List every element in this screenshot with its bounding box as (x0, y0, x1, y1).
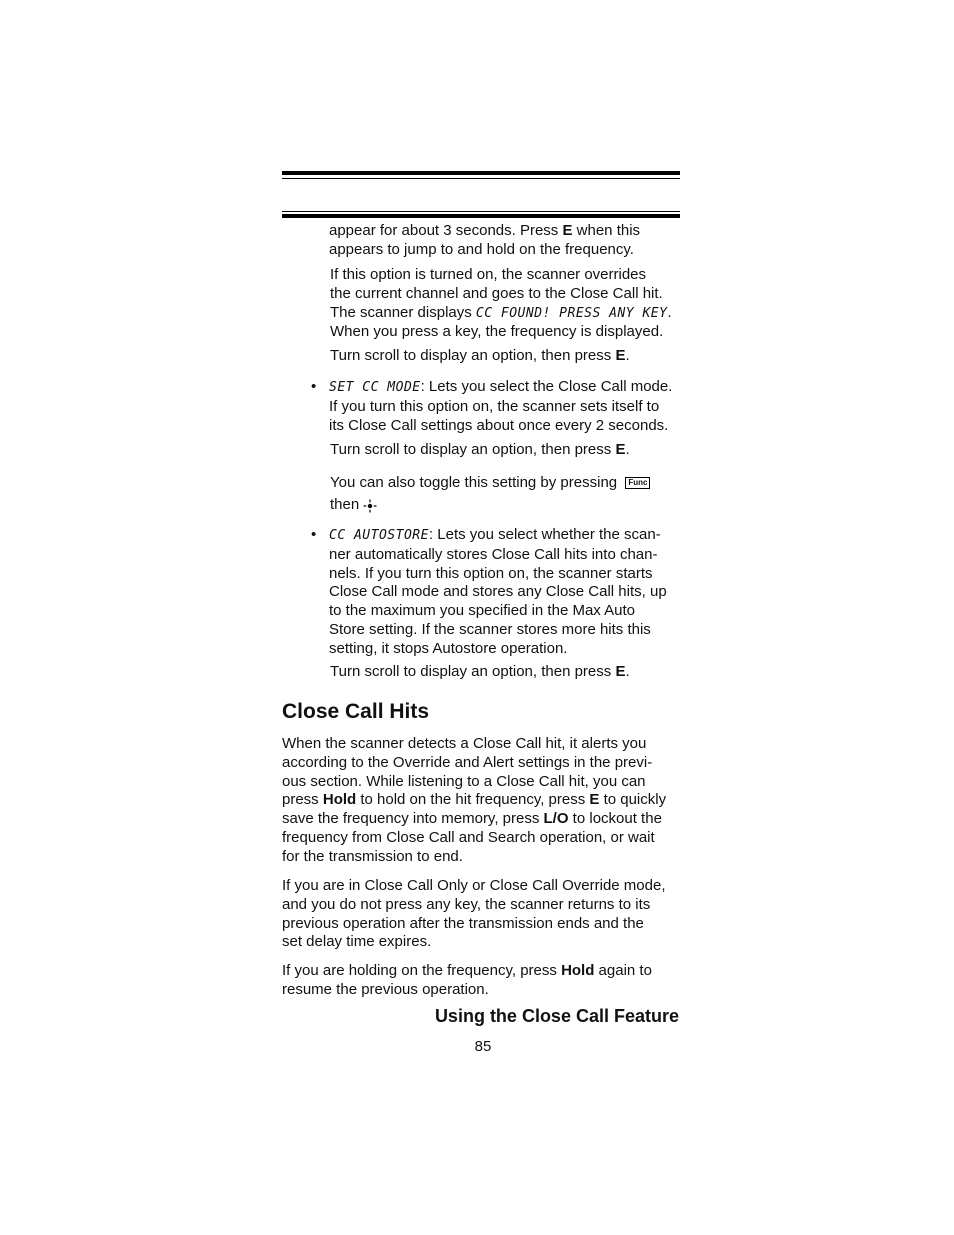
bullet-2-body (329, 526, 667, 659)
text: appear for about 3 seconds. Press (329, 222, 563, 239)
text: . (667, 303, 672, 321)
text: When you press a key, the frequency is displayed. (330, 323, 664, 341)
section-heading: Close Call Hits (282, 700, 430, 723)
footer-section-title: Using the Close Call Feature (434, 1006, 679, 1026)
text: If you are holding on the frequency, press (282, 962, 562, 979)
key-hold: Hold (561, 962, 595, 979)
header-rule-thin (282, 178, 680, 179)
text: when this (572, 222, 641, 239)
text: Close Call mode and stores any Close Call hits, up (329, 583, 667, 601)
bullet-1-turn (330, 441, 630, 460)
text: its Close Call settings about once every 2 seconds. (329, 416, 669, 434)
lcd-text: CC AUTOSTORE (329, 528, 429, 543)
lcd-text: CC FOUND! PRESS ANY KEY (475, 305, 668, 321)
page-number: 85 (474, 1038, 492, 1055)
text: nels. If you turn this option on, the scanner starts (329, 564, 653, 582)
text: setting, it stops Autostore operation. (329, 639, 568, 657)
func-key: Func (625, 477, 650, 489)
text: press (282, 791, 323, 809)
dial-icon (363, 498, 377, 512)
text: ous section. While listening to a Close Call hit, you can (282, 772, 646, 790)
text: to lockout the (568, 810, 662, 828)
key-lo: L/O (543, 810, 569, 828)
bullet-2-turn (330, 663, 630, 682)
text: resume the previous operation. (282, 980, 489, 998)
text: If you turn this option on, the scanner sets itself to (329, 397, 660, 415)
text: Turn scroll to display an option, then press (330, 663, 616, 680)
key-e: E (615, 347, 626, 364)
text: You can also toggle this setting by pressing (330, 474, 618, 491)
text: to the maximum you specified in the Max Auto (329, 602, 635, 620)
bullet-marker: • (311, 378, 317, 395)
text: to hold on the hit frequency, press (356, 791, 590, 809)
text: Turn scroll to display an option, then press (330, 441, 616, 458)
bullet-marker: • (311, 526, 317, 543)
text: : Lets you select the Close Call mode. (420, 378, 673, 395)
text: according to the Override and Alert settings in the previ- (282, 753, 653, 771)
top-paragraph-2 (330, 266, 672, 342)
text: ner automatically stores Close Call hits into chan- (329, 545, 658, 563)
section-paragraph-2 (282, 877, 665, 952)
key-hold: Hold (322, 791, 357, 809)
section-paragraph-1 (282, 735, 666, 867)
text: save the frequency into memory, press (282, 810, 544, 828)
text: Turn scroll to display an option, then press (330, 347, 616, 364)
bullet-1-toggle (330, 472, 650, 516)
header-rule-lower-thin (282, 211, 680, 212)
text: previous operation after the transmission ends and the (282, 914, 644, 932)
text: Store setting. If the scanner stores more hits this (329, 620, 651, 638)
key-e: E (615, 663, 626, 680)
key-e: E (589, 791, 600, 809)
text: set delay time expires. (282, 933, 432, 951)
text: to quickly (599, 791, 667, 809)
text: If you are in Close Call Only or Close Call Override mode, (282, 877, 666, 894)
text: If this option is turned on, the scanner overrides (330, 266, 647, 283)
top-paragraph-1 (329, 222, 640, 260)
top-paragraph-3 (330, 347, 630, 366)
key-e: E (562, 222, 573, 239)
header-rule-thick (282, 171, 680, 175)
text: for the transmission to end. (282, 847, 463, 865)
lcd-text: SET CC MODE (329, 380, 421, 395)
text: frequency from Close Call and Search operation, or wait (282, 828, 655, 846)
header-rule-lower-thick (282, 214, 680, 218)
text: . (625, 663, 630, 680)
text: . (625, 441, 630, 458)
text: the current channel and goes to the Close Call hit. (330, 284, 663, 302)
text: again to (594, 962, 652, 979)
bullet-1-body (329, 378, 672, 435)
text: . (625, 347, 630, 364)
text: appears to jump to and hold on the frequency. (329, 240, 634, 258)
text: and you do not press any key, the scanner returns to its (282, 895, 651, 913)
text: : Lets you select whether the scan- (428, 526, 661, 543)
section-paragraph-3 (282, 962, 652, 1000)
text: When the scanner detects a Close Call hit, it alerts you (282, 735, 647, 752)
text: The scanner displays (330, 303, 476, 321)
text: then (330, 496, 360, 513)
key-e: E (615, 441, 626, 458)
